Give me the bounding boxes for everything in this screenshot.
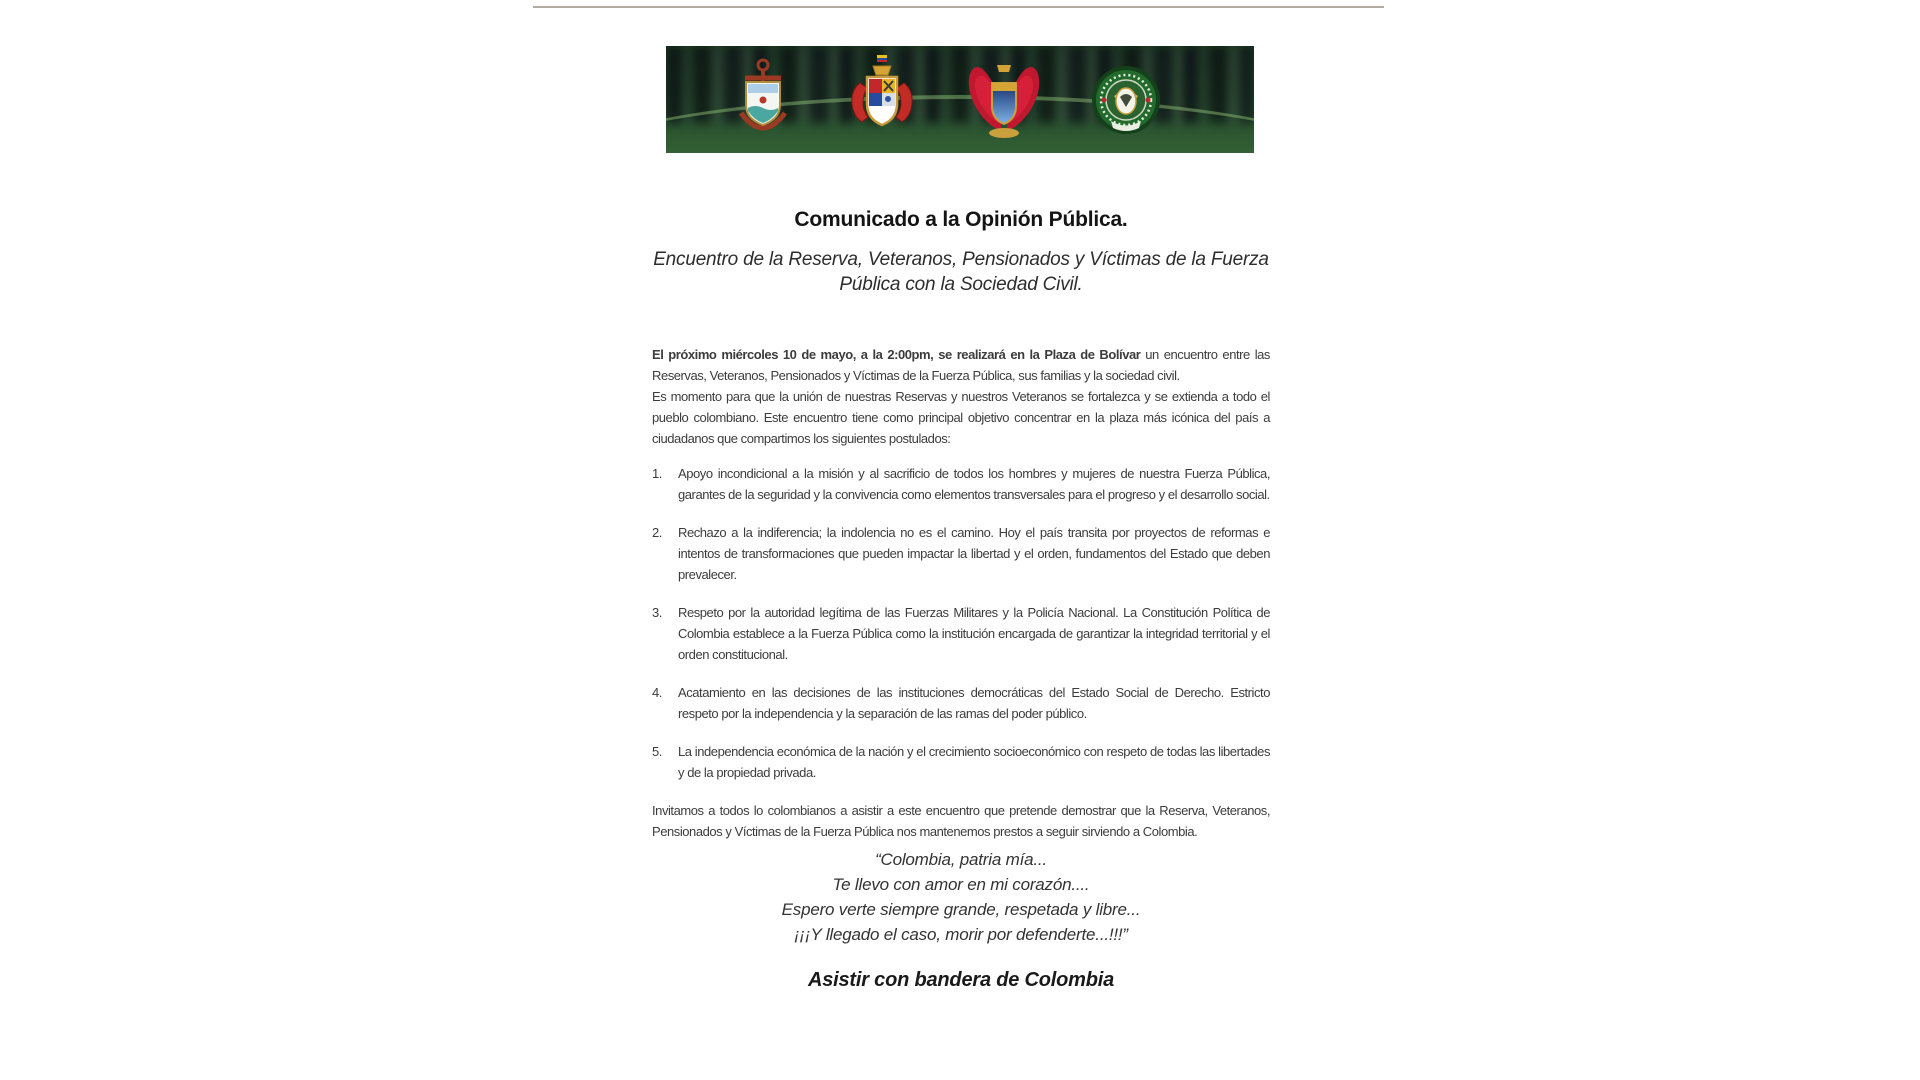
flag-stripe-blue: [666, 166, 1254, 174]
list-item-number: 1.: [652, 466, 662, 481]
paragraph-closing: Invitamos a todos lo colombianos a asistir a este encuentro que pretende demostrar que la Reserva, Veteranos, Pensionados y Víctimas de la Fuerza Pública nos mantenemos prestos a seguir sirviendo a Colombia.: [652, 803, 1270, 839]
list-item-number: 4.: [652, 685, 662, 700]
quote-line: ¡¡¡Y llegado el caso, morir por defenderte...!!!”: [794, 925, 1128, 944]
list-item-number: 5.: [652, 744, 662, 759]
list-item: [652, 463, 1270, 505]
list-item: [652, 741, 1270, 783]
paragraph-intro-bold-lead: El próximo miércoles 10 de mayo, a la 2:00pm, se realizará en la Plaza de Bolívar: [652, 347, 1141, 362]
list-item-text: Acatamiento en las decisiones de las instituciones democráticas del Estado Social de Derecho. Estricto respeto por la independencia y la separación de las ramas del poder público.: [678, 685, 1270, 721]
postulados-list: [652, 463, 1270, 783]
list-item-text: Rechazo a la indiferencia; la indolencia no es el camino. Hoy el país transita por proyectos de reformas e intentos de transformaciones que pueden impactar la libertad y el orden, fundamentos del Estado que deben prevalecer.: [678, 525, 1270, 582]
paragraph-purpose: Es momento para que la unión de nuestras Reservas y nuestros Veteranos se fortalezca y se extienda a todo el pueblo colombiano. Este encuentro tiene como principal objetivo concentrar en la plaza más icónica del país a ciudadanos que compartimos los siguientes postulados:: [652, 389, 1270, 446]
quote-line: “Colombia, patria mía...: [875, 850, 1047, 869]
patriotic-quote: [652, 847, 1270, 947]
flag-stripe-red: [666, 174, 1254, 183]
body-text: [652, 344, 1270, 991]
paragraph-intro-rest: un encuentro entre las Reservas, Veteranos, Pensionados y Víctimas de la Fuerza Pública, sus familias y la sociedad civil.: [652, 347, 1270, 383]
list-item-number: 3.: [652, 605, 662, 620]
banner-photo: [666, 46, 1254, 153]
flag-stripe-yellow: [666, 153, 1254, 166]
list-item: [652, 602, 1270, 665]
footer-call-to-action: Asistir con bandera de Colombia: [807, 969, 1115, 991]
list-item-text: Apoyo incondicional a la misión y al sacrificio de todos los hombres y mujeres de nuestra Fuerza Pública, garantes de la seguridad y la convivencia como elementos transversales para el progreso y el desarrollo social.: [678, 466, 1270, 502]
list-item-number: 2.: [652, 525, 662, 540]
policia-nacional-crest-icon: [1090, 55, 1162, 147]
paragraph-intro: [652, 344, 1270, 386]
quote-line: Te llevo con amor en mi corazón....: [832, 875, 1090, 894]
page-title: Comunicado a la Opinión Pública.: [794, 208, 1128, 231]
list-item: [652, 522, 1270, 585]
armada-nacional-crest-icon: [733, 55, 793, 147]
list-item-text: Respeto por la autoridad legítima de las Fuerzas Militares y la Policía Nacional. La Constitución Política de Colombia establece a la Fuerza Pública como la institución encargada de garantizar la integridad territorial y el orden constitucional.: [678, 605, 1270, 662]
list-item-text: La independencia económica de la nación y el crecimiento socioeconómico con respeto de todas las libertades y de la propiedad privada.: [678, 744, 1270, 780]
ejercito-nacional-crest-icon: [847, 53, 917, 147]
communique-document: [652, 0, 1270, 991]
page-subtitle: Encuentro de la Reserva, Veteranos, Pensionados y Víctimas de la Fuerza Pública con la Sociedad Civil.: [653, 249, 1269, 295]
header-banner: [666, 46, 1254, 183]
fuerza-aerea-crest-icon: [965, 53, 1043, 147]
quote-line: Espero verte siempre grande, respetada y libre...: [781, 900, 1141, 919]
list-item: [652, 682, 1270, 724]
